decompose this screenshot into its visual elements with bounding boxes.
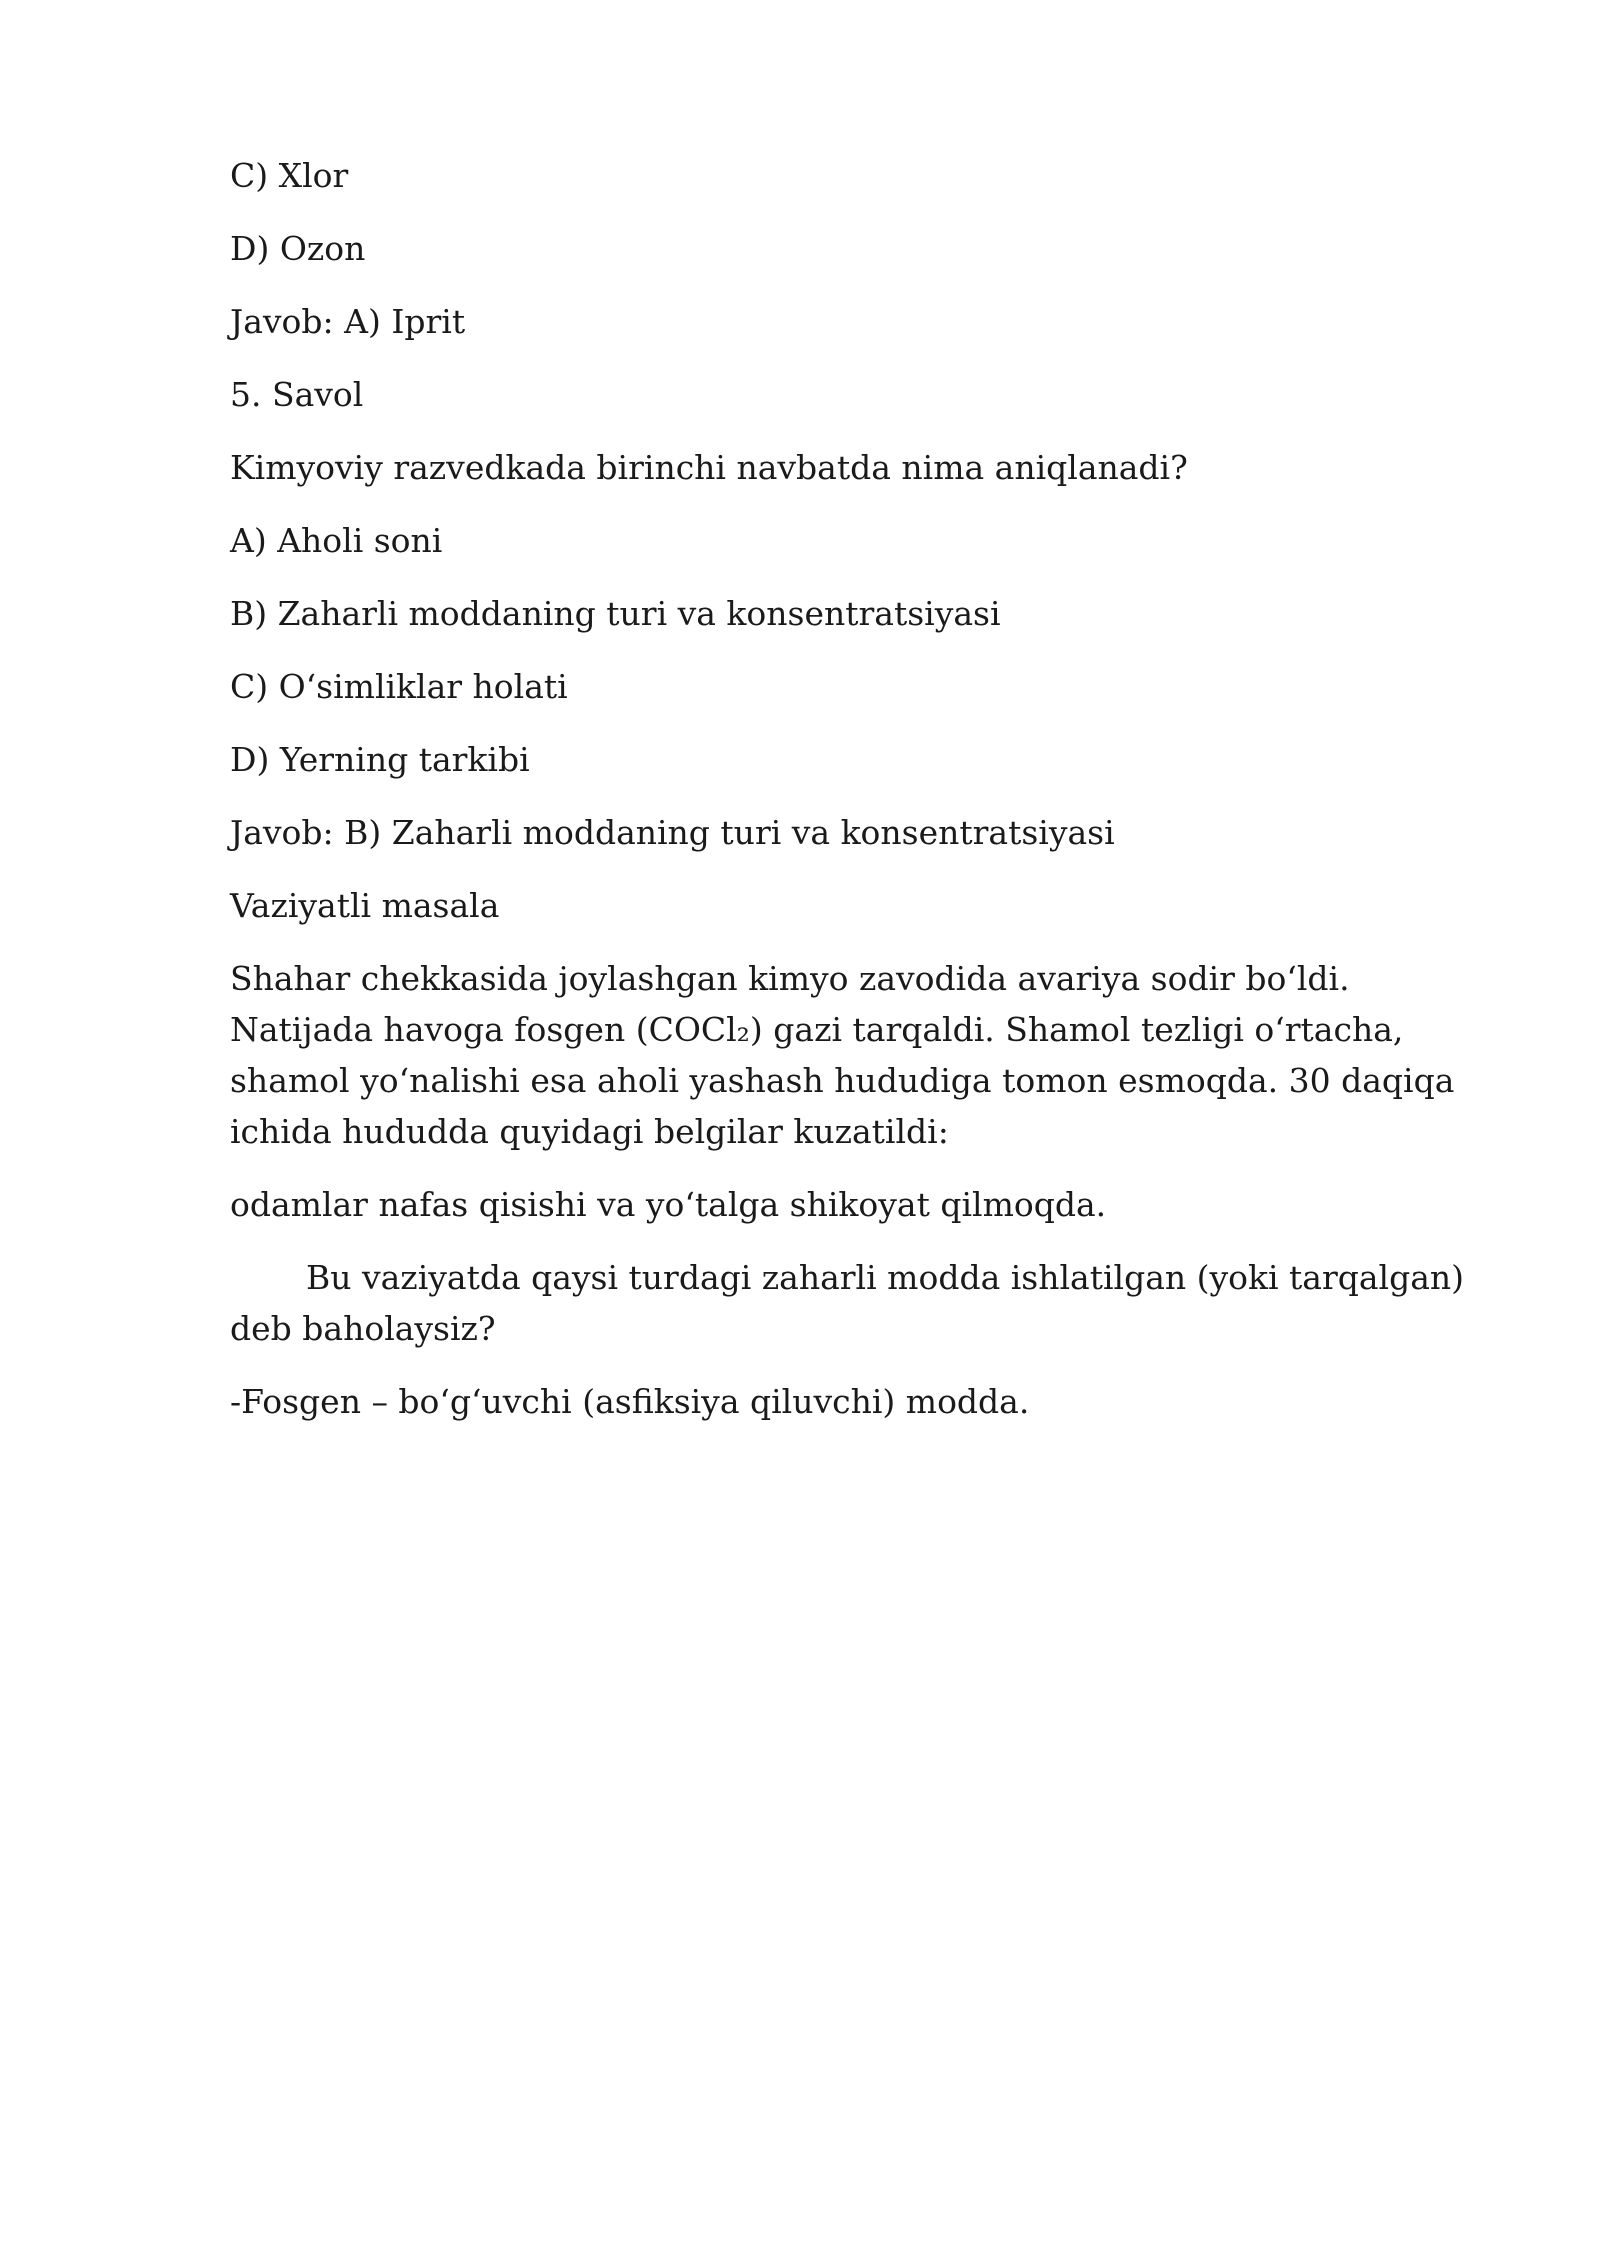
answer-line: Javob: B) Zaharli moddaning turi va konsentratsiyasi (230, 813, 1115, 852)
option-d: D) Yerning tarkibi (230, 740, 530, 779)
situation-paragraph: Shahar chekkasida joylashgan kimyo zavodida avariya sodir bo‘ldi. Natijada havoga fosgen (COCl₂) gazi tarqaldi. Shamol tezligi o‘rtacha, shamol yo‘nalishi esa aholi yashash hududiga tomon esmoqda. 30 daqiqa ichida hududda quyidagi belgilar kuzatildi: (230, 959, 1455, 1151)
situation-answer: -Fosgen – bo‘g‘uvchi (asfiksiya qiluvchi) modda. (230, 1382, 1030, 1421)
option-b: B) Zaharli moddaning turi va konsentratsiyasi (230, 594, 1001, 633)
section-heading: Vaziyatli masala (230, 886, 500, 925)
option-a: A) Aholi soni (230, 521, 443, 560)
option-d: D) Ozon (230, 229, 366, 268)
question-text: Kimyoviy razvedkada birinchi navbatda nima aniqlanadi? (230, 448, 1188, 487)
symptoms-paragraph: odamlar nafas qisishi va yo‘talga shikoyat qilmoqda. (230, 1185, 1107, 1224)
situation-question: Bu vaziyatda qaysi turdagi zaharli modda ishlatilgan (yoki tarqalgan) deb baholaysiz? (230, 1258, 1465, 1348)
option-c: C) O‘simliklar holati (230, 667, 568, 706)
document-page (230, 150, 1500, 1449)
answer-line: Javob: A) Iprit (230, 302, 466, 341)
question-number: 5. Savol (230, 375, 364, 414)
option-c: C) Xlor (230, 156, 349, 195)
